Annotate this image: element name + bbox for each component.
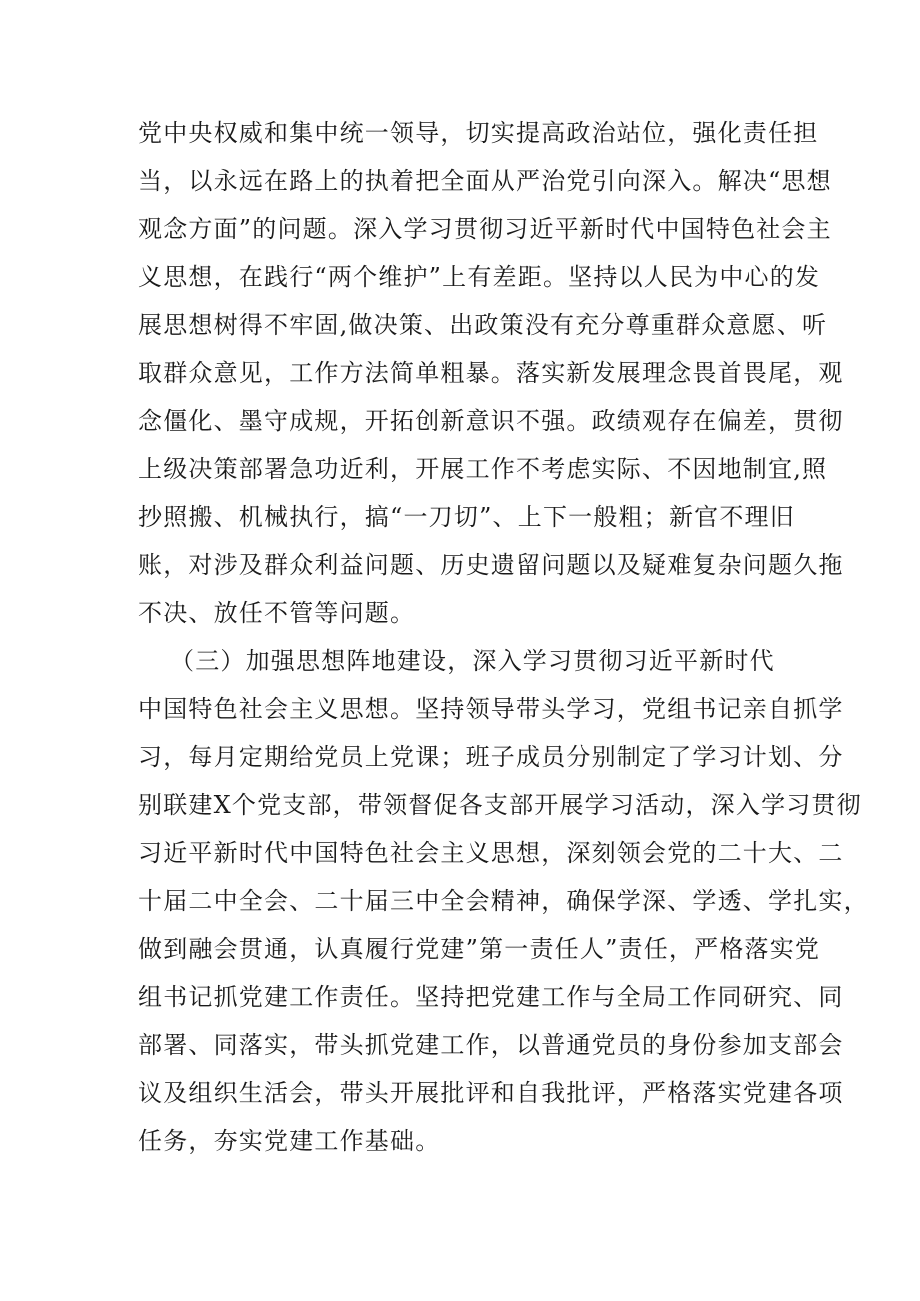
text-line: 念僵化、墨守成规，开拓创新意识不强。政绩观存在偏差，贯彻 [138, 407, 844, 435]
body-text [138, 109, 869, 1165]
text-line: 十届二中全会、二十届三中全会精神，确保学深、学透、学扎实， [138, 887, 869, 915]
text-line: 任务，夯实党建工作基础。 [138, 1127, 441, 1155]
text-line: 习，每月定期给党员上党课；班子成员分别制定了学习计划、分 [138, 743, 844, 771]
text-line: 中国特色社会主义思想。坚持领导带头学习，党组书记亲自抓学 [138, 695, 844, 723]
text-line: 不决、放任不管等问题。 [138, 599, 416, 627]
text-line: 义思想，在践行“两个维护”上有差距。坚持以人民为中心的发 [138, 263, 821, 291]
text-line: 观念方面”的问题。深入学习贯彻习近平新时代中国特色社会主 [138, 215, 832, 243]
text-line: 议及组织生活会，带头开展批评和自我批评，严格落实党建各项 [138, 1079, 844, 1107]
text-line: 上级决策部署急功近利，开展工作不考虑实际、不因地制宜,照 [138, 455, 828, 483]
text-line: 部署、同落实，带头抓党建工作，以普通党员的身份参加支部会 [138, 1031, 844, 1059]
text-line: 抄照搬、机械执行，搞“一刀切”、上下一般粗；新官不理旧 [138, 503, 795, 531]
text-line: 当，以永远在路上的执着把全面从严治党引向深入。解决“思想 [138, 167, 832, 195]
text-line: 做到融会贯通，认真履行党建”第一责任人”责任，严格落实党 [138, 935, 821, 963]
text-line: 组书记抓党建工作责任。坚持把党建工作与全局工作同研究、同 [138, 983, 844, 1011]
text-line: 展思想树得不牢固,做决策、出政策没有充分尊重群众意愿、听 [138, 311, 828, 339]
paragraph-1 [138, 109, 844, 637]
paragraph-2 [138, 637, 869, 1165]
text-line: 别联建X个党支部，带领督促各支部开展学习活动，深入学习贯彻 [138, 791, 862, 819]
text-line: 账，对涉及群众利益问题、历史遗留问题以及疑难复杂问题久拖 [138, 551, 844, 579]
text-line: 习近平新时代中国特色社会主义思想，深刻领会党的二十大、二 [138, 839, 844, 867]
text-line: 取群众意见，工作方法简单粗暴。落实新发展理念畏首畏尾，观 [138, 359, 844, 387]
section-heading-line: （三）加强思想阵地建设，深入学习贯彻习近平新时代 [170, 647, 775, 675]
text-line: 党中央权威和集中统一领导，切实提高政治站位，强化责任担 [138, 119, 819, 147]
